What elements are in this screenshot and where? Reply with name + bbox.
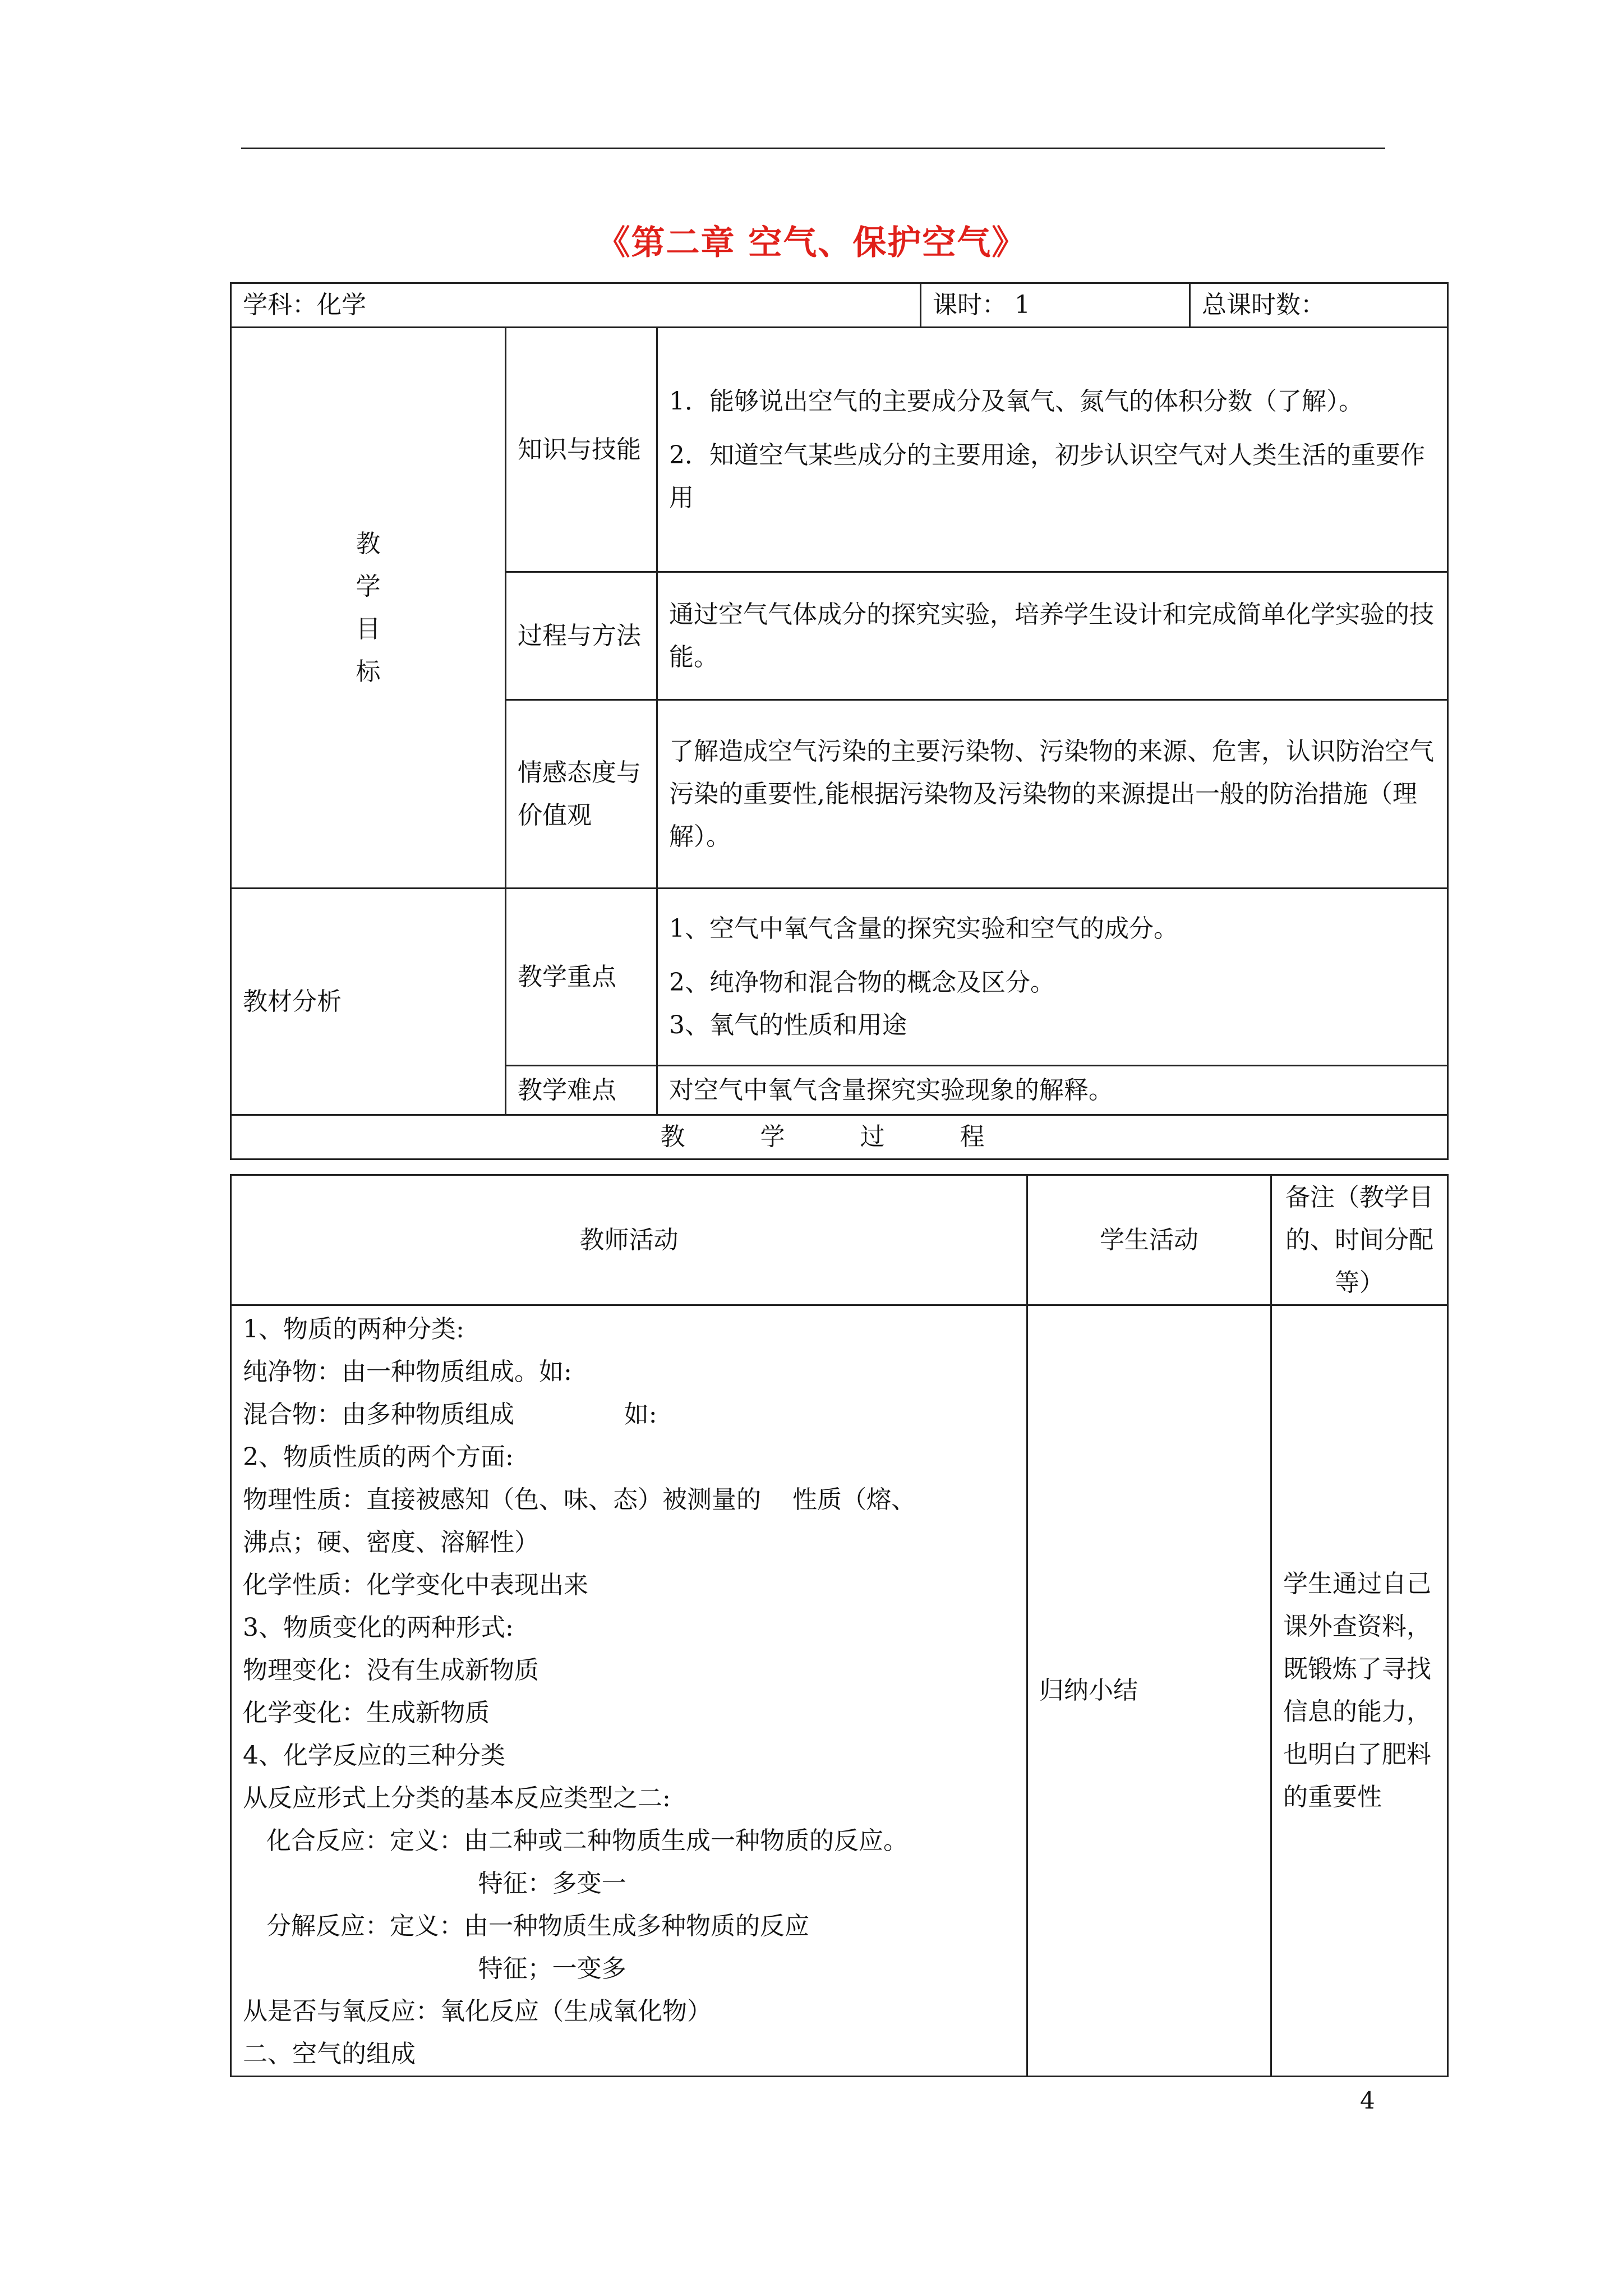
teacher-line: 特征；一变多: [243, 1954, 626, 1983]
student-activity-content: 归纳小结: [1027, 1305, 1271, 2077]
key-point-item: 3、氧气的性质和用途: [669, 1010, 907, 1039]
key-point-item: 2、纯净物和混合物的概念及区分。: [669, 968, 1055, 997]
teacher-line: 1、物质的两种分类:: [243, 1315, 464, 1343]
lesson-count-cell: 课时： 1: [921, 283, 1190, 328]
emotion-label: 情感态度与价值观: [506, 700, 657, 889]
teacher-line: 化合反应：定义：由二种或二种物质生成一种物质的反应。: [243, 1826, 908, 1855]
page-number: 4: [1360, 2087, 1375, 2114]
lesson-plan-table: [230, 282, 1449, 1160]
analysis-label: 教材分析: [231, 889, 506, 1115]
knowledge-label: 知识与技能: [506, 328, 657, 572]
objective-knowledge-row: [231, 328, 1448, 572]
process-body-row: [231, 1305, 1448, 2077]
subject-cell: 学科：化学: [231, 283, 921, 328]
document-title: 《第二章 空气、保护空气》: [596, 223, 1027, 263]
teacher-line: 分解反应：定义：由一种物质生成多种物质的反应: [243, 1912, 809, 1940]
teacher-activity-header: 教师活动: [231, 1175, 1027, 1305]
objectives-label-char: 标: [356, 657, 381, 686]
key-points-label: 教学重点: [506, 889, 657, 1066]
teacher-line: 沸点；硬、密度、溶解性）: [243, 1528, 539, 1557]
emotion-content: 了解造成空气污染的主要污染物、污染物的来源、危害，认识防治空气污染的重要性,能根据污染物及污染物的来源提出一般的防治措施（理解）。: [657, 700, 1448, 889]
key-point-item: 1、空气中氧气含量的探究实验和空气的成分。: [669, 914, 1178, 943]
teaching-process-table: [230, 1174, 1449, 2077]
teacher-line: 从反应形式上分类的基本反应类型之二:: [243, 1784, 671, 1812]
difficulty-content: 对空气中氧气含量探究实验现象的解释。: [657, 1066, 1448, 1115]
objectives-label-char: 教: [356, 529, 381, 558]
notes-content: 学生通过自己课外查资料，既锻炼了寻找信息的能力，也明白了肥料的重要性: [1271, 1305, 1448, 2077]
process-content: 通过空气气体成分的探究实验，培养学生设计和完成简单化学实验的技能。: [657, 572, 1448, 700]
process-label: 过程与方法: [506, 572, 657, 700]
objectives-label-char: 学: [356, 572, 381, 601]
teacher-activity-content: [231, 1305, 1027, 2077]
teacher-line: 特征：多变一: [243, 1869, 626, 1898]
objectives-label: [231, 328, 506, 889]
analysis-key-row: [231, 889, 1448, 1066]
header-rule: [241, 148, 1385, 149]
notes-header: 备注（教学目的、时间分配等）: [1271, 1175, 1448, 1305]
total-lessons-cell: 总课时数：: [1190, 283, 1448, 328]
difficulty-label: 教学难点: [506, 1066, 657, 1115]
teacher-line: 2、物质性质的两个方面:: [243, 1443, 514, 1471]
teacher-line: 3、物质变化的两种形式:: [243, 1613, 514, 1642]
teacher-line: 混合物：由多种物质组成 如:: [243, 1400, 657, 1429]
process-title-row: [231, 1115, 1448, 1159]
key-points-content: [657, 889, 1448, 1066]
teacher-line: 纯净物：由一种物质组成。如:: [243, 1358, 572, 1386]
knowledge-item: 2．知道空气某些成分的主要用途，初步认识空气对人类生活的重要作用: [669, 440, 1425, 512]
teacher-line: 化学性质：化学变化中表现出来: [243, 1571, 588, 1599]
process-header-row: [231, 1175, 1448, 1305]
student-activity-header: 学生活动: [1027, 1175, 1271, 1305]
teacher-line: 4、化学反应的三种分类: [243, 1741, 505, 1770]
process-title: 教 学 过 程: [231, 1115, 1448, 1159]
teacher-line: 从是否与氧反应：氧化反应（生成氧化物）: [243, 1997, 712, 2026]
teacher-line: 化学变化：生成新物质: [243, 1699, 490, 1727]
info-row: [231, 283, 1448, 328]
knowledge-item: 1．能够说出空气的主要成分及氧气、氮气的体积分数（了解）。: [669, 386, 1363, 416]
teacher-line: 二、空气的组成: [243, 2040, 416, 2068]
knowledge-content: [657, 328, 1448, 572]
teacher-line: 物理变化：没有生成新物质: [243, 1656, 539, 1685]
teacher-line: 物理性质：直接被感知（色、味、态）被测量的 性质（熔、: [243, 1485, 916, 1514]
objectives-label-char: 目: [356, 614, 381, 643]
